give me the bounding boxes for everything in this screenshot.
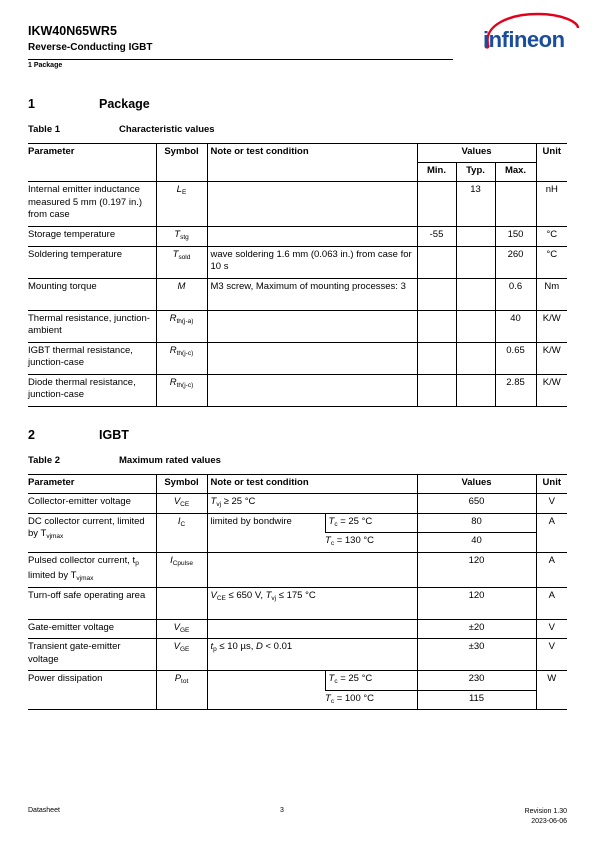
row-symbol: $V_{GE}$ bbox=[156, 639, 207, 671]
row-typ bbox=[456, 246, 495, 278]
row-max bbox=[495, 182, 536, 227]
footer-date: 2023-06-06 bbox=[531, 818, 567, 825]
table2-title: Maximum rated values bbox=[119, 455, 221, 466]
footer-revision: Revision 1.30 bbox=[524, 808, 567, 815]
row-value: ±20 bbox=[417, 619, 536, 639]
row-parameter: Gate-emitter voltage bbox=[28, 619, 156, 639]
row-symbol: $T_{sold}$ bbox=[156, 246, 207, 278]
row-unit: °C bbox=[536, 227, 567, 247]
row-value: 40 bbox=[417, 533, 536, 553]
table-row bbox=[28, 227, 567, 247]
row-parameter: Power dissipation bbox=[28, 671, 156, 710]
logo-wordmark: infineon bbox=[483, 27, 565, 52]
row-max: 40 bbox=[495, 310, 536, 342]
row-parameter: Diode thermal resistance, junction-case bbox=[28, 374, 156, 406]
row-note: limited by bondwire bbox=[207, 513, 325, 552]
row-max: 150 bbox=[495, 227, 536, 247]
table-row bbox=[28, 639, 567, 671]
footer-doc-type: Datasheet bbox=[28, 807, 60, 814]
header-symbol: Symbol bbox=[156, 475, 207, 494]
row-value: 230 bbox=[417, 671, 536, 691]
row-unit: V bbox=[536, 494, 567, 514]
row-value: 115 bbox=[417, 690, 536, 710]
table-row bbox=[28, 342, 567, 374]
row-note: M3 screw, Maximum of mounting processes: 3 bbox=[207, 278, 417, 310]
table-row bbox=[28, 182, 567, 227]
header-unit: Unit bbox=[536, 144, 567, 182]
document-title: IKW40N65WR5 bbox=[28, 24, 117, 38]
row-unit: A bbox=[536, 513, 567, 552]
row-symbol: M bbox=[156, 278, 207, 310]
row-condition: $T_c = 130$ °C bbox=[325, 533, 417, 553]
row-note bbox=[207, 342, 417, 374]
row-symbol: $R_{th(j-c)}$ bbox=[156, 342, 207, 374]
row-typ bbox=[456, 278, 495, 310]
row-unit: K/W bbox=[536, 374, 567, 406]
row-min bbox=[417, 278, 456, 310]
row-typ bbox=[456, 374, 495, 406]
row-unit: °C bbox=[536, 246, 567, 278]
row-condition: $T_c = 100$ °C bbox=[325, 690, 417, 710]
row-typ bbox=[456, 342, 495, 374]
header-values: Values bbox=[417, 144, 536, 163]
row-note bbox=[207, 182, 417, 227]
row-unit: A bbox=[536, 587, 567, 619]
header-unit: Unit bbox=[536, 475, 567, 494]
table-row bbox=[28, 246, 567, 278]
row-value: ±30 bbox=[417, 639, 536, 671]
row-parameter: Collector-emitter voltage bbox=[28, 494, 156, 514]
row-min bbox=[417, 374, 456, 406]
table-header-row bbox=[28, 475, 567, 494]
row-note: $V_{CE} \le 650$ V, $T_{vj} \le 175$ °C bbox=[207, 587, 417, 619]
row-typ bbox=[456, 310, 495, 342]
table1-label: Table 1 bbox=[28, 124, 61, 135]
table-row bbox=[28, 310, 567, 342]
row-note: $t_p \le 10$ µs, D < 0.01 bbox=[207, 639, 417, 671]
row-note bbox=[207, 619, 417, 639]
header-max: Max. bbox=[495, 163, 536, 182]
table-row bbox=[28, 513, 567, 533]
row-symbol: $R_{th(j-a)}$ bbox=[156, 310, 207, 342]
row-symbol: $I_C$ bbox=[156, 513, 207, 552]
row-parameter: Mounting torque bbox=[28, 278, 156, 310]
row-unit: K/W bbox=[536, 310, 567, 342]
row-max: 0.6 bbox=[495, 278, 536, 310]
row-parameter: DC collector current, limited by $T_{vjmax}$ bbox=[28, 513, 156, 552]
row-min: -55 bbox=[417, 227, 456, 247]
header-values: Values bbox=[417, 475, 536, 494]
header-note: Note or test condition bbox=[207, 144, 417, 182]
section-title: IGBT bbox=[99, 428, 129, 442]
row-condition: $T_c = 25$ °C bbox=[325, 671, 417, 691]
table-row bbox=[28, 587, 567, 619]
row-unit: W bbox=[536, 671, 567, 710]
row-note bbox=[207, 671, 325, 710]
table-row bbox=[28, 278, 567, 310]
row-unit: A bbox=[536, 552, 567, 587]
maximum-rated-values-table bbox=[28, 474, 567, 710]
row-min bbox=[417, 182, 456, 227]
row-parameter: Internal emitter inductance measured 5 mm (0.197 in.) from case bbox=[28, 182, 156, 227]
header-note: Note or test condition bbox=[207, 475, 417, 494]
header-typ: Typ. bbox=[456, 163, 495, 182]
header-min: Min. bbox=[417, 163, 456, 182]
row-unit: Nm bbox=[536, 278, 567, 310]
row-min bbox=[417, 246, 456, 278]
row-note bbox=[207, 552, 417, 587]
row-value: 120 bbox=[417, 587, 536, 619]
footer-revision-block bbox=[525, 807, 567, 827]
row-note bbox=[207, 310, 417, 342]
footer-page-number: 3 bbox=[280, 807, 284, 814]
infineon-logo bbox=[478, 10, 582, 58]
row-unit: V bbox=[536, 619, 567, 639]
header-symbol: Symbol bbox=[156, 144, 207, 182]
row-condition: $T_c = 25$ °C bbox=[325, 513, 417, 533]
table2-caption bbox=[28, 455, 328, 467]
row-min bbox=[417, 342, 456, 374]
row-symbol bbox=[156, 587, 207, 619]
table2-label: Table 2 bbox=[28, 455, 61, 466]
row-parameter: Turn-off safe operating area bbox=[28, 587, 156, 619]
section-number: 1 bbox=[28, 97, 35, 111]
row-value: 120 bbox=[417, 552, 536, 587]
header-parameter: Parameter bbox=[28, 144, 156, 182]
section-heading-igbt bbox=[28, 428, 328, 444]
table-row bbox=[28, 619, 567, 639]
row-symbol: $V_{CE}$ bbox=[156, 494, 207, 514]
row-typ: 13 bbox=[456, 182, 495, 227]
row-value: 650 bbox=[417, 494, 536, 514]
row-max: 260 bbox=[495, 246, 536, 278]
row-symbol: $R_{th(j-c)}$ bbox=[156, 374, 207, 406]
row-parameter: Thermal resistance, junction-ambient bbox=[28, 310, 156, 342]
row-note bbox=[207, 374, 417, 406]
row-note bbox=[207, 227, 417, 247]
section-heading-package bbox=[28, 97, 328, 113]
row-unit: V bbox=[536, 639, 567, 671]
table-row bbox=[28, 494, 567, 514]
row-value: 80 bbox=[417, 513, 536, 533]
row-max: 0.65 bbox=[495, 342, 536, 374]
header-parameter: Parameter bbox=[28, 475, 156, 494]
row-parameter: Storage temperature bbox=[28, 227, 156, 247]
row-note: $T_{vj} \ge 25$ °C bbox=[207, 494, 417, 514]
row-parameter: Pulsed collector current, $t_p$ limited by $T_{vjmax}$ bbox=[28, 552, 156, 587]
row-symbol: $V_{GE}$ bbox=[156, 619, 207, 639]
row-unit: K/W bbox=[536, 342, 567, 374]
row-max: 2.85 bbox=[495, 374, 536, 406]
row-note: wave soldering 1.6 mm (0.063 in.) from case for 10 s bbox=[207, 246, 417, 278]
row-parameter: Transient gate-emitter voltage bbox=[28, 639, 156, 671]
characteristic-values-table bbox=[28, 143, 567, 407]
header-divider bbox=[28, 59, 453, 60]
table-header-row bbox=[28, 144, 567, 163]
row-typ bbox=[456, 227, 495, 247]
breadcrumb: 1 Package bbox=[28, 62, 63, 69]
row-unit: nH bbox=[536, 182, 567, 227]
row-min bbox=[417, 310, 456, 342]
row-symbol: $L_E$ bbox=[156, 182, 207, 227]
row-symbol: $P_{tot}$ bbox=[156, 671, 207, 710]
row-symbol: $I_{Cpulse}$ bbox=[156, 552, 207, 587]
table1-title: Characteristic values bbox=[119, 124, 215, 135]
row-parameter: Soldering temperature bbox=[28, 246, 156, 278]
table-row bbox=[28, 552, 567, 587]
table-row bbox=[28, 374, 567, 406]
table1-caption bbox=[28, 124, 328, 136]
section-title: Package bbox=[99, 97, 150, 111]
row-parameter: IGBT thermal resistance, junction-case bbox=[28, 342, 156, 374]
document-subtitle: Reverse-Conducting IGBT bbox=[28, 42, 153, 53]
row-symbol: $T_{stg}$ bbox=[156, 227, 207, 247]
table-row bbox=[28, 671, 567, 691]
section-number: 2 bbox=[28, 428, 35, 442]
